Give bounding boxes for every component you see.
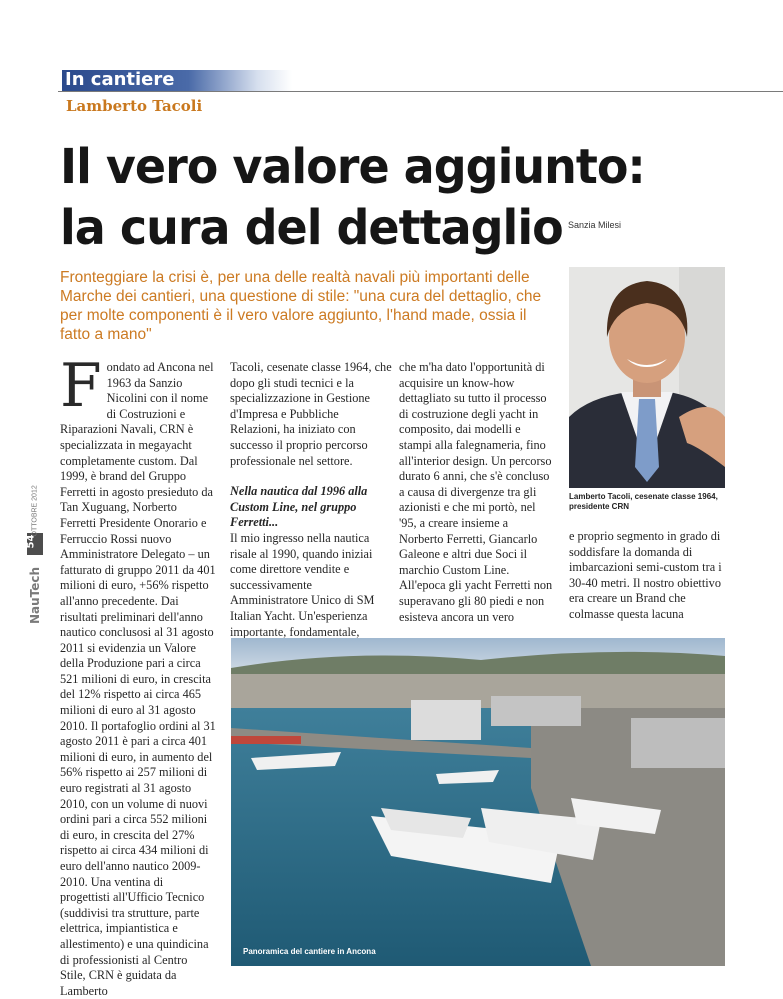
harbor-photo (231, 638, 725, 966)
page-number: 54 (25, 534, 37, 549)
headline (60, 136, 670, 258)
author-credit: Sanzia Milesi (568, 220, 622, 230)
section-tag (62, 70, 292, 91)
harbor-caption: Panoramica del cantiere in Ancona (243, 947, 376, 956)
headline-line-1: Il vero valore aggiunto: (60, 138, 645, 195)
article-column-2 (230, 360, 392, 640)
headline-line-2: la cura del dettaglio (60, 199, 563, 256)
article-column-4 (569, 529, 729, 623)
portrait-caption: Lamberto Tacoli, cesenate classe 1964, presidente CRN (569, 492, 718, 511)
issue-date: OTTOBRE 2012 (31, 485, 39, 537)
column-2-text-2: Il mio ingresso nella nautica risale al 1990, quando iniziai come direttore vendite e successivamente Amministratore Unico di SM Italian Yacht. Un'esperienza importante, fondamentale, (230, 530, 375, 639)
column-4-text: e proprio segmento in grado di soddisfare la domanda di imbarcazioni semi-custom tra i 30-40 metri. Il nostro obiettivo era creare un Brand che colmasse questa lacuna (569, 529, 722, 621)
section-label: In cantiere (65, 69, 175, 90)
header-rule (58, 91, 783, 92)
column-3-text: che m'ha dato l'opportunità di acquisire un know-how dettagliato su tutto il processo di costruzione degli yacht in composito, dai modelli e stampi alla falegnameria, fino all'interior design. Un percorso durato 6 anni, che s'è concluso a causa di divergenze tra gli azionisti e che mi portò, nel '95, a creare insieme a Norberto Ferretti, Giancarlo Galeone e altri due Soci il marchio Custom Line. All'epoca gli yacht Ferretti non superavano gli 80 piedi e non esisteva ancora un vero (399, 360, 553, 624)
portrait-photo (569, 267, 725, 488)
drop-cap: F (60, 351, 102, 421)
page-sidebar (25, 476, 44, 624)
interviewee-name: Lamberto Tacoli (66, 97, 203, 115)
lead-paragraph: Fronteggiare la crisi è, per una delle realtà navali più importanti delle Marche dei cantieri, una questione di stile: "una cura del dettaglio, che per molte componenti è il vero valore aggiunto, l'hand made, ossia il fatto a mano" (60, 269, 542, 343)
column-1-text: ondato ad Ancona nel 1963 da Sanzio Nicolini con il nome di Costruzioni e Riparazioni Navali, CRN è specializzata in megayacht completamente custom. Dal 1999, è brand del Gruppo Ferretti in agosto presieduto da Tan Xuguang, Norberto Ferretti Presidente Onorario e Ferruccio Rossi nuovo Amministratore Delegato – un fatturato di gruppo 2011 da 401 milioni di euro, +56% rispetto all'anno precedente. Dai risultati preliminari dell'anno nautico conclusosi al 31 agosto 2011 si evidenzia un Valore della Produzione pari a circa 521 milioni di euro, in crescita del 12% rispetto ai circa 465 milioni di euro al 31 agosto 2010. Il portafoglio ordini al 31 agosto 2011 è pari a circa 401 milioni di euro, in aumento del 56% rispetto ai 257 milioni di euro registrati al 31 agosto 2010, con un volume di nuovi ordini pari a circa 552 milioni di euro, in crescita del 27% rispetto ai circa 434 milioni di euro dell'anno nautico 2009-2010. Una ventina di progettisti all'Ufficio Tecnico (suddivisi tra strutture, parte elettrica, impiantistica e allestimento) e una quindicina di professionisti al Centro Stile, CRN è guidata da Lamberto (60, 360, 216, 998)
column-2-text-1: Tacoli, cesenate classe 1964, che dopo gli studi tecnici e la specializzazione in Gestione d'Impresa e Pubbliche Relazioni, ha iniziato con successo il proprio percorso professionale nel settore. (230, 360, 392, 468)
magazine-name: NauTech (28, 566, 42, 624)
article-column-1 (60, 351, 216, 999)
subheading: Nella nautica dal 1996 alla Custom Line, nel gruppo Ferretti... (230, 484, 368, 530)
article-column-3 (399, 360, 554, 625)
